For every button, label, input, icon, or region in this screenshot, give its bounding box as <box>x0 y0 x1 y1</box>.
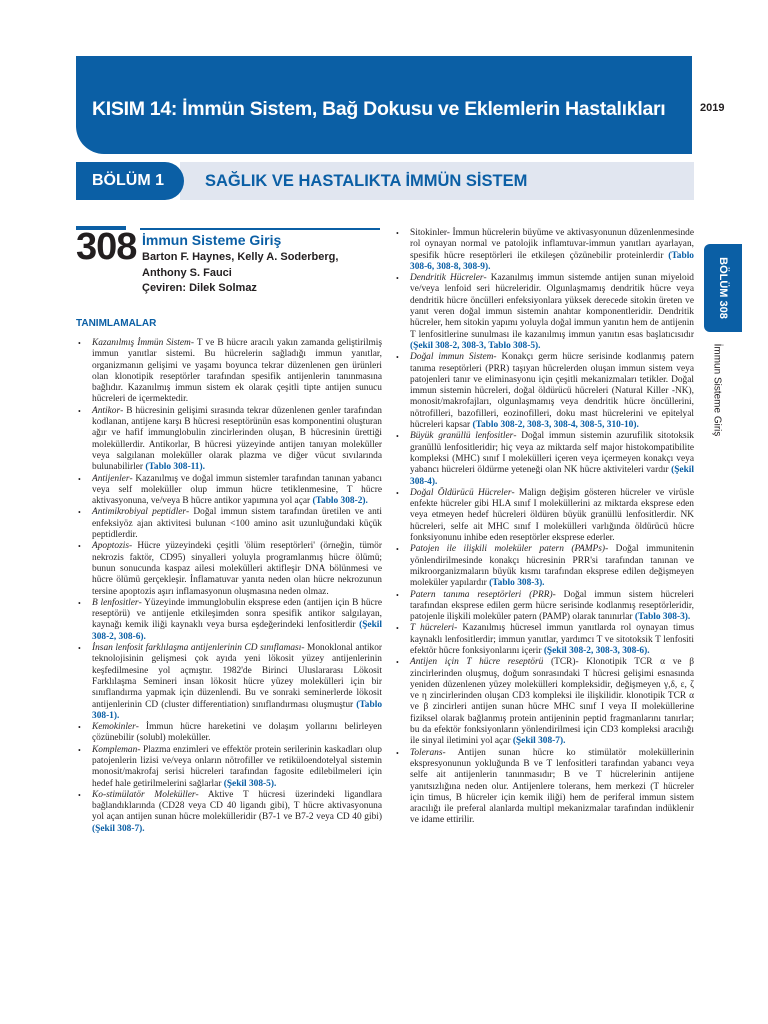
part-title: KISIM 14: İmmün Sistem, Bağ Dokusu ve Eklemlerin Hastalıkları <box>92 98 666 120</box>
authors-line-1: Barton F. Haynes, Kelly A. Soderberg, <box>142 251 339 263</box>
definition-text: - T ve B hücre aracılı yakın zamanda geliştirilmiş immun yanıtlar sistemi. Bu hücrelerin sağladığı immun yanıtlar, organizmanın gelişimi ve yaşamı boyunca tekrar düzenlenen gen ürünleri olan klonotipik reseptörler tarafından spesifik antijenlerin tanınmasına bağlıdır. Kazanılmış immun sistem ek olarak çeşitli tipte antijen sunucu hücreleri de içermektedir. <box>92 338 382 405</box>
definition-term: Patojen ile ilişkili moleküler patern (PAMPs) <box>410 544 606 555</box>
definitions-list-left <box>78 338 382 835</box>
left-column <box>78 338 382 835</box>
left-definition-item <box>78 722 382 745</box>
definition-term: Kompleman <box>92 744 138 755</box>
chapter-label: BÖLÜM 1 <box>92 172 164 189</box>
authors-block <box>142 250 338 297</box>
definition-term: Doğal immun Sistem <box>410 352 494 363</box>
definition-text: - Kazanılmış ve doğal immun sistemler tarafından tanınan yabancı veya self moleküller olup immun hücre tetiklenmesine, T hücre aktivasyonuna, ve/veya B hücre antikor yapımına yol açar <box>92 473 382 507</box>
right-definition-item <box>396 352 694 431</box>
right-definition-item <box>396 657 694 747</box>
right-definition-item <box>396 431 694 487</box>
definition-term: T hücreleri <box>410 623 455 634</box>
reference-link[interactable]: (Tablo 308-2). <box>312 496 368 507</box>
left-definition-item <box>78 745 382 790</box>
right-definition-item <box>396 273 694 352</box>
left-definition-item <box>78 598 382 643</box>
definitions-heading: TANIMLAMALAR <box>76 318 157 329</box>
definition-text: - Hücre yüzeyindeki çeşitli 'ölüm reseptörleri' (örneğin, tümör nekrozis faktör, CD95) sinyalleri yoluyla programlanmış hücre ölümü; bunun sonucunda kaspaz ailesi molekülleri aktifleşir DNA bölünmesi ve hücre ölümü gerçekleşir. İnflamatuvar yanıta neden olan hücre nekrozunun tersine apoptozis aşırı inflamasyonun oluşmasına neden olmaz. <box>92 541 382 597</box>
reference-link[interactable]: (Tablo 308-6, 308-8, 308-9). <box>410 250 694 272</box>
right-definition-item <box>396 544 694 589</box>
definition-term: İnsan lenfosit farklılaşma antijenlerinin CD sınıflaması <box>92 643 302 654</box>
section-title: İmmun Sisteme Giriş <box>142 232 282 248</box>
definition-text: - Aktive T hücresi üzerindeki ligandlara bağlandıklarında (CD28 veya CD 40 ligandı gibi), T hücre aktivasyonuna yol açan antijen sunan hücre molekülleridir (B7-1 ve B7-2 veya CD 40 gibi) <box>92 789 382 823</box>
reference-link[interactable]: (Şekil 308-2, 308-6). <box>92 620 382 642</box>
chapter-title: SAĞLIK VE HASTALIKTA İMMÜN SİSTEM <box>205 172 528 190</box>
definition-text: - Yüzeyinde immunglobulin eksprese eden (antijen için B hücre reseptörü) ve antijenle etkileşimden sonra spesifik antikor salgılayan, kaynağı kemik iliği kaynaklı veya bursa eşdeğerindeki lenfositlerdir <box>92 597 382 631</box>
definition-term: Antijenler <box>92 473 130 484</box>
page-number: 2019 <box>700 102 725 114</box>
definition-term: B lenfositler <box>92 597 139 608</box>
translator: Çeviren: Dilek Solmaz <box>142 282 257 294</box>
definition-term: Kemokinler <box>92 722 136 733</box>
left-definition-item <box>78 541 382 597</box>
definition-text: - Doğal immunitenin yönlendirilmesinde konakçı hücresinin PRR'si tarafından tanınan ve mikroorganizmaların büyük kısmı tarafından eksprese edilen değişmeyen moleküler yapılardır <box>410 544 694 589</box>
definition-text: - Konakçı germ hücre serisinde kodlanmış patern tanıma reseptörleri (PRR) taşıyan hücrelerden oluşan immun sistem veya patojenleri tanır ve eliminasyonu için çeşitli mekanizmaları tetikler. Doğal immun sistemin hücreleri, doğal öldürücü hücreleri (Natural Killer -NK), monosit/makrofajları, olgunlaşmamış veya dendritik hücre öncüllerini, nötrofilleri, bazofilleri, eozinofilleri, doku mast hücrelerini ve epitelyal hücreleri kapsar <box>410 352 694 431</box>
left-definition-item <box>78 790 382 835</box>
definition-term: Doğal Öldürücü Hücreler <box>410 487 512 498</box>
definition-text: - Doğal immun sistemin azurufilik sitotoksik granüllü lenfositleridir; hiç veya az miktarda self major histokompatibilite kompleksi (MHC) sınıf I molekülleri içeren veya içermeyen konakçı veya yabancı hücreleri öldürme yeteneği olan NK hücre aktiviteleri vardır <box>410 431 694 476</box>
definition-text: - Kazanılmış hücresel immun yanıtlarda rol oynayan timus kaynaklı lenfositlerdir; immun yanıtlar, yardımcı T ve sitotoksik T lenfositi efektör hücre fonksiyonlarını içerir <box>410 623 695 656</box>
reference-link[interactable]: (Tablo 308-3). <box>489 578 545 589</box>
definition-term: Antijen için T hücre reseptörü <box>410 657 544 668</box>
left-definition-item <box>78 474 382 508</box>
definition-text: - Doğal immun sistem hücreleri tarafından eksprese edilen germ hücre serisinde kodlanmış reseptörleridir, patojenle ilişkili moleküler patern (PAMP) olarak tanınırlar <box>410 589 694 623</box>
reference-link[interactable]: (Tablo 308-11). <box>145 462 205 473</box>
definition-term: Kazanılmış İmmün Sistem <box>92 338 191 348</box>
reference-link[interactable]: (Şekil 308-5). <box>223 778 277 789</box>
right-column <box>396 228 694 827</box>
reference-link[interactable]: (Şekil 308-7). <box>512 736 566 747</box>
reference-link[interactable]: (Tablo 308-1). <box>92 699 383 721</box>
reference-link[interactable]: (Tablo 308-3). <box>634 612 691 623</box>
definition-term: Patern tanıma reseptörleri (PRR) <box>410 589 553 600</box>
side-tab-subtitle: İmmun Sisteme Giriş <box>711 343 723 437</box>
authors-line-2: Anthony S. Fauci <box>142 266 232 279</box>
definition-text: - İmmun hücre hareketini ve dolaşım yollarını belirleyen çözünebilir (solubl) moleküller. <box>92 722 382 744</box>
reference-link[interactable]: (Tablo 308-2, 308-3, 308-4, 308-5, 310-10). <box>472 420 639 431</box>
right-definition-item <box>396 748 694 827</box>
definition-text: - Plazma enzimleri ve effektör protein serilerinin kaskadları olup patojenlerin lizisi ve/veya onların nötrofiller ve retiküloendotelyal sistemin monosit/makrofaj serisi hücreleri tarafından fagosite edilebilmeleri için hedef hale getirilmelerini sağlarlar <box>92 744 382 789</box>
definitions-list-right <box>396 228 694 827</box>
section-title-rule <box>140 228 380 230</box>
section-number: 308 <box>76 226 137 268</box>
definition-text: - Kazanılmış immun sistemde antijen sunan miyeloid ve/veya lenfoid seri hücreleridir. Olgunlaşmamış dendritik hücre veya dendritik hücre öncülleri enfeksiyonlara yüksek derecede sitokin üreten ve yanıt veren doğal immun sistemin anahtar komponentleridir. Dendritik hücreler, hem sitokin yapımı yoluyla doğal immun yanıtın hem de antijenin T lenfositlerine sunulması ile kazanılmış immun yanıtın esas başlatıcısıdır <box>410 273 694 340</box>
left-definition-item <box>78 643 382 722</box>
definition-text: - Doğal immun sistem tarafından üretilen ve anti enfeksiyöz ajan aktivitesi bulunan <100 amino asit uzunluğundaki küçük peptidlerdir. <box>92 507 382 541</box>
definition-text: Sitokinler- İmmun hücrelerin büyüme ve aktivasyonunun düzenlenmesinde rol oynayan normal ve patolojik inflamtuvar-immun yanıtları ayarlayan, spesifik hücre reseptörleri ile etkileşen çözünebilir proteinlerdir <box>410 228 694 261</box>
definition-term: Apoptozis <box>92 541 129 552</box>
left-definition-item <box>78 338 382 406</box>
right-definition-item <box>396 590 694 624</box>
definition-term: Dendritik Hücreler <box>410 273 484 284</box>
right-definition-item <box>396 228 694 273</box>
definition-text: - Monoklonal antikor teknolojisinin gelişmesi çok ayıda yeni lökosit yüzey antijenlerinin keşfedilmesine yol açmıştır. 1982'de Birinci Uluslararası Lökosit Farklılaşma Semineri insan lökosit hücre yüzey molekülleri için bir sınıflandırma yapmak için düzenlendi. Bu ve sonraki seminerlerde lökosit antijenlerinin CD (cluster differentiation) sınıflandırması oluşmuştur <box>92 643 382 710</box>
right-definition-item <box>396 623 694 657</box>
definition-term: Tolerans <box>410 747 443 758</box>
left-definition-item <box>78 406 382 474</box>
definition-term: Antikor <box>92 405 121 416</box>
definition-text: - Malign değişim gösteren hücreler ve virüsle enfekte hücreler gibi HLA sınıf I moleküllerini az miktarda eksprese eden veya etmeyen hedef hücreleri öldüren büyük granüllü lenfositlerdir. NK hücreleri, selfe ait MHC sınıf I molekülleri varlığında öldürücü hücre fonksiyonunu inhibe eden reseptörler eksprese ederler. <box>410 487 694 544</box>
definition-text: (TCR)- Klonotipik TCR α ve β zincirlerinden oluşmuş, doğum sonrasındaki T hücresi gelişimi esnasında yeniden düzenlenen yüzey molekülleri kompleksidir, değişmeyen γ,δ, ε, ζ ve η zincirlerinden oluşan CD3 kompleksi ile ilişkilidir. klonotipik TCR α ve β zincirleri antijen sunan hücre MHC sınıf I veya II moleküllerine fiziksel olarak bağlanmış protein antijeninin peptid fragmanlarını tanırlar; bu da efektör fonksiyonların yönlendirilmesi için CD3 kompleksi aracılığı ile sinyal iletimini yol açar <box>410 657 694 747</box>
definition-text: - Antijen sunan hücre ko stimülatör moleküllerinin ekspresyonunun yokluğunda B ve T lenfositleri tarafından yabancı veya selfe ait antijenlerin tanınmasıdır; B ve T hücrelerinin antijene yanıtsızlığına neden olur. Antijenlere tolerans, hem merkezi (T hücreler için timus, B hücreler için kemik iliği) hem de periferal immun sistem aracılığı ile preferal alanlarda multipl mekanizmalar tarafından indüklenir ve idame ettirilir. <box>410 747 694 826</box>
definition-term: Büyük granüllü lenfositler <box>410 431 514 442</box>
definition-term: Antimikrobiyal peptidler <box>92 507 187 518</box>
definition-text: - B hücresinin gelişimi sırasında tekrar düzenlenen genler tarafından kodlanan, antijene karşı B hücresi reseptörünün esas komponentini oluşturan ağır ve hafif immunglobulin zincirlerinden oluşan, B hücresinin ürettiği moleküllerdir. Antikorlar, B hücresi yüzeyinde antijen tanıyan moleküller veya salgılanan moleküller olarak plazma ve diğer vücut sıvılarında bulunabilirler <box>92 405 382 473</box>
reference-link[interactable]: (Şekil 308-4). <box>410 465 695 487</box>
reference-link[interactable]: (Şekil 308-2, 308-3, 308-6). <box>543 645 650 656</box>
left-definition-item <box>78 507 382 541</box>
right-definition-item <box>396 488 694 544</box>
side-tab-label: BÖLÜM 308 <box>717 257 729 319</box>
reference-link[interactable]: (Şekil 308-7). <box>92 823 145 834</box>
reference-link[interactable]: (Şekil 308-2, 308-3, Tablo 308-5). <box>410 340 541 351</box>
definition-term: Ko-stimülatör Moleküller <box>92 789 196 800</box>
